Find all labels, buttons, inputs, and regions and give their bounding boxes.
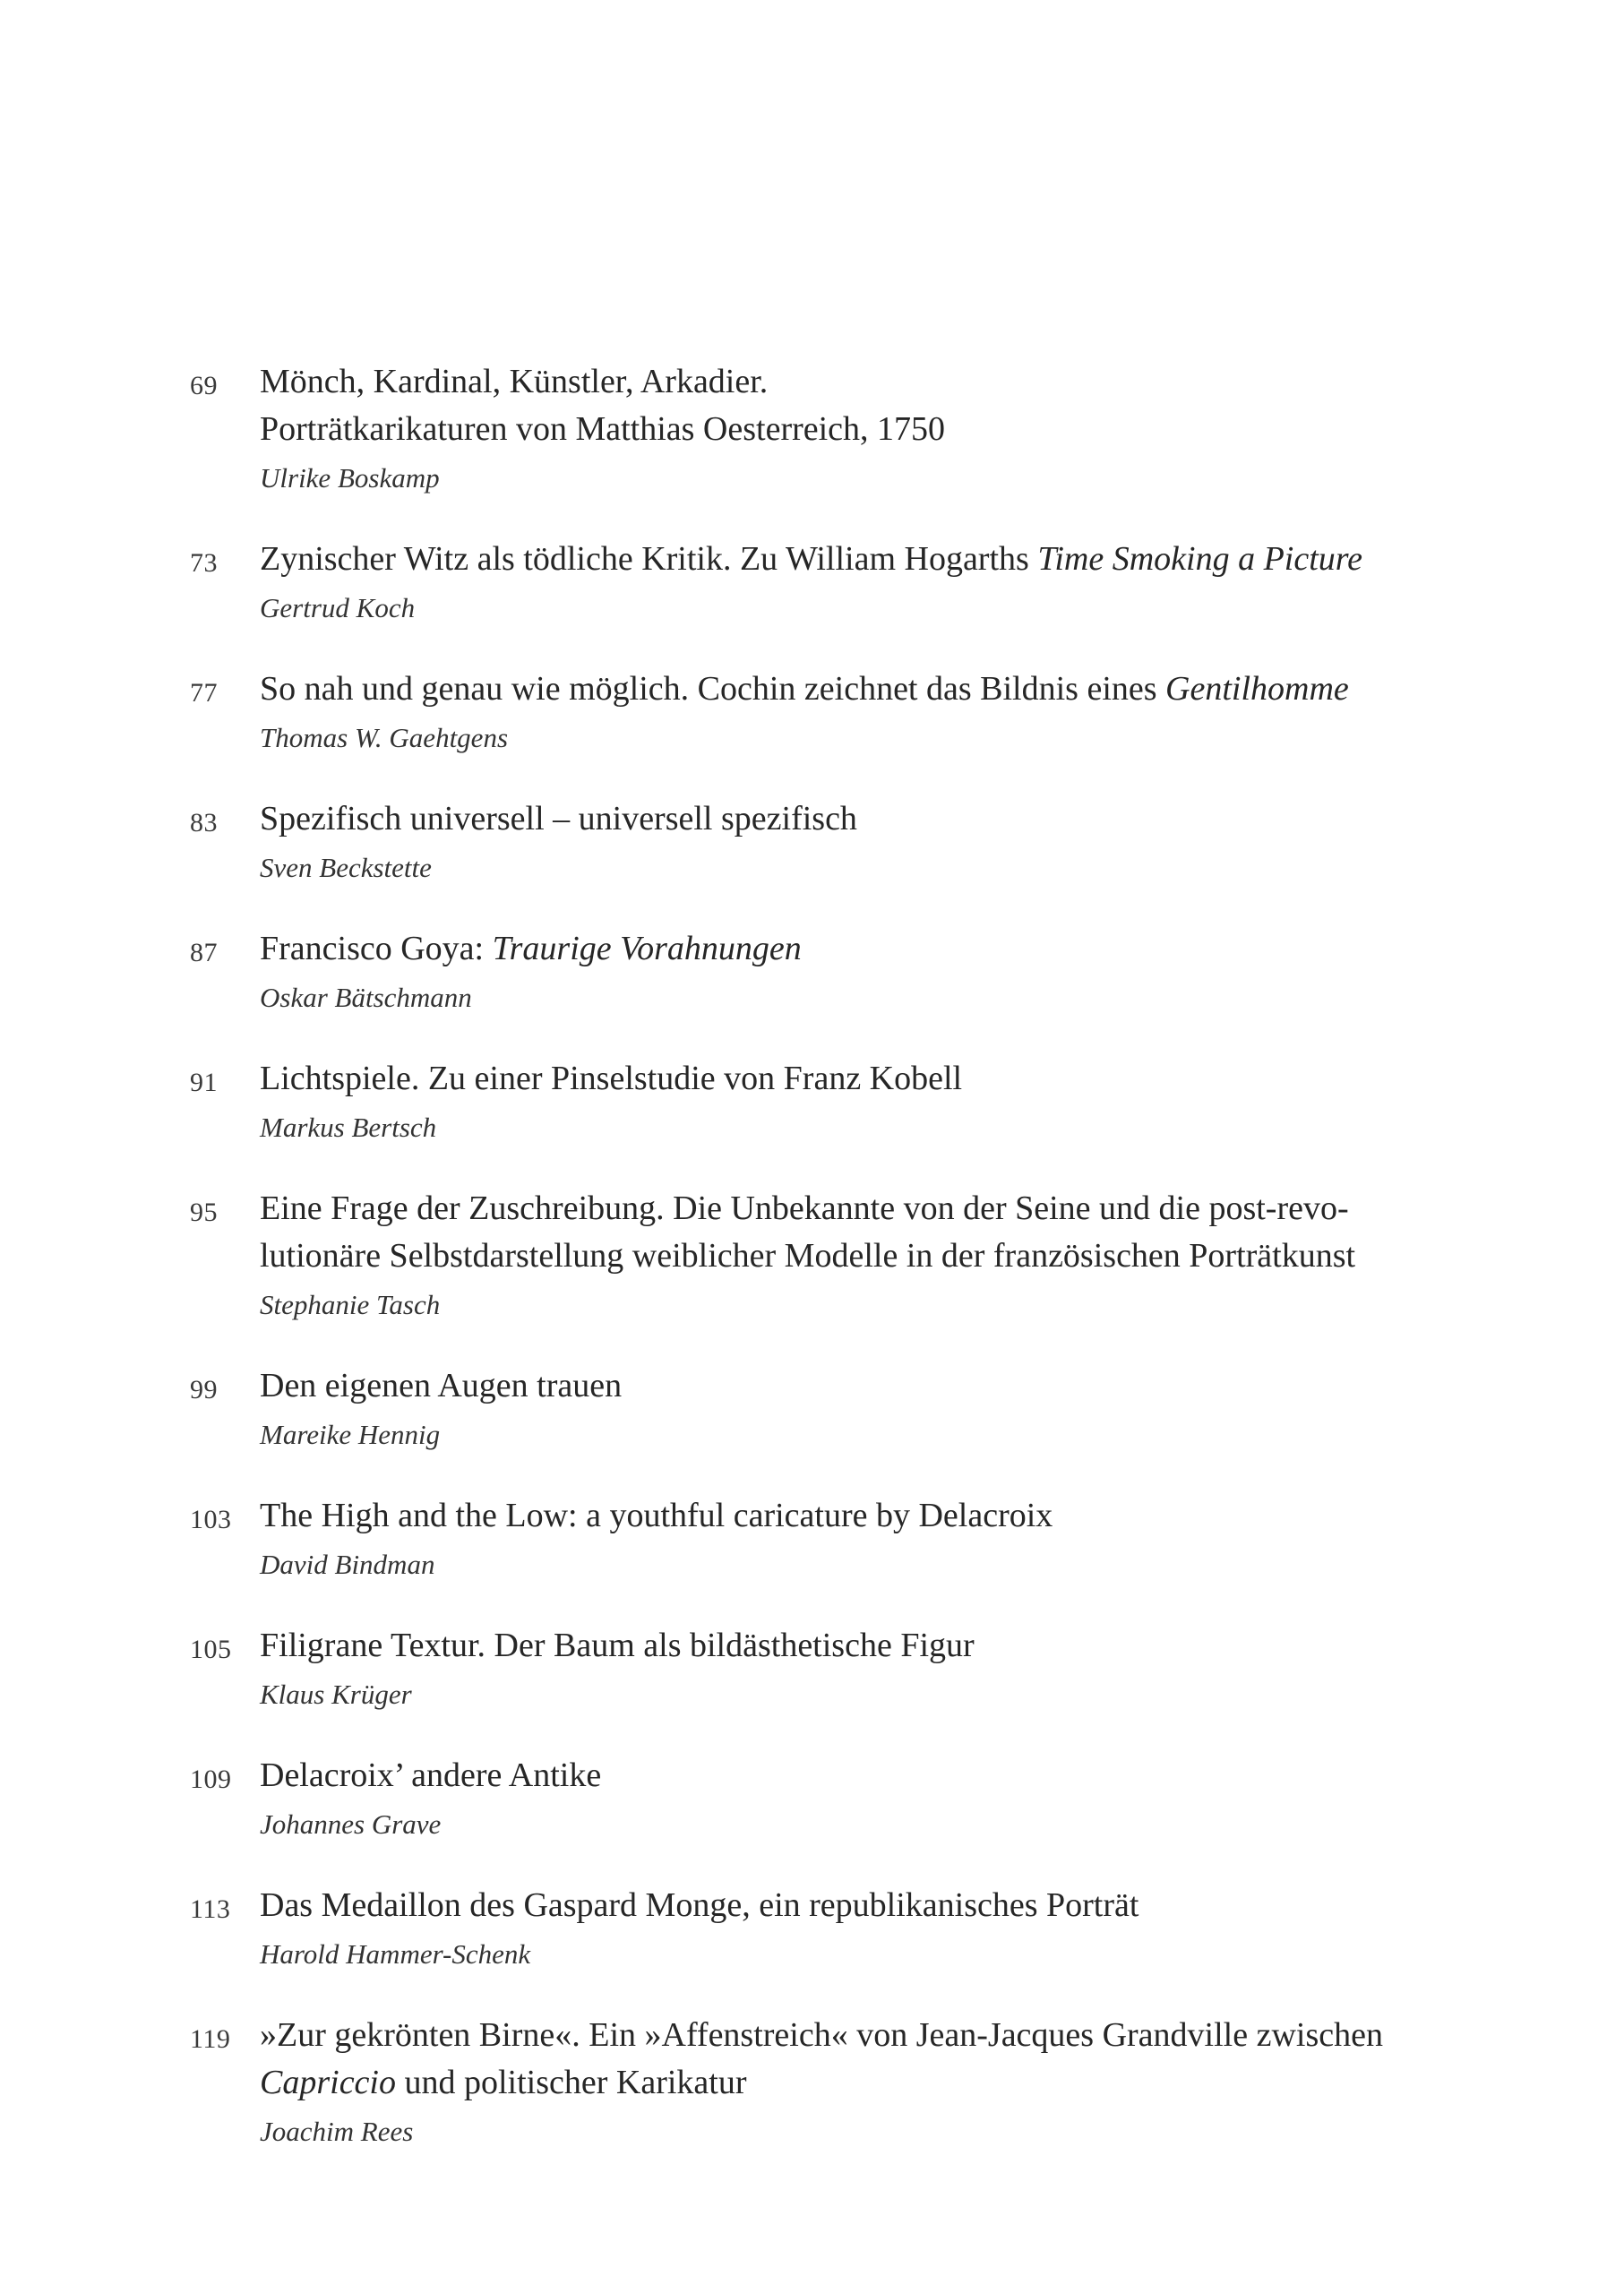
toc-author: David Bindman bbox=[260, 1549, 435, 1580]
toc-entry bbox=[0, 666, 1624, 760]
toc-title-line bbox=[260, 1055, 1424, 1103]
toc-page-number: 99 bbox=[190, 1375, 218, 1404]
toc-title-segment: Spezifisch universell – universell spezifisch bbox=[260, 800, 857, 837]
toc-author: Oskar Bätschmann bbox=[260, 982, 472, 1013]
toc-entry-content bbox=[260, 1185, 1424, 1327]
toc-title-segment: Eine Frage der Zuschreibung. Die Unbekannte von der Seine und die post-revo- bbox=[260, 1189, 1349, 1227]
toc-title-italic-segment: Time Smoking a Picture bbox=[1037, 540, 1363, 578]
toc-title-line bbox=[260, 406, 1424, 453]
toc-entry-content bbox=[260, 1055, 1424, 1149]
toc-author: Thomas W. Gaehtgens bbox=[260, 722, 509, 753]
toc-title-segment: Francisco Goya: bbox=[260, 930, 493, 967]
toc-title-segment: Den eigenen Augen trauen bbox=[260, 1367, 623, 1404]
toc-entry-content bbox=[260, 536, 1424, 630]
toc-entry bbox=[0, 1882, 1624, 1976]
toc-author: Mareike Hennig bbox=[260, 1419, 441, 1450]
toc-title-italic-segment: Traurige Vorahnungen bbox=[492, 930, 802, 967]
toc-entry bbox=[0, 358, 1624, 500]
toc-entry-content bbox=[260, 1362, 1424, 1456]
toc-page-number: 95 bbox=[190, 1198, 218, 1227]
toc-title-segment: Filigrane Textur. Der Baum als bildästhetische Figur bbox=[260, 1627, 975, 1664]
toc-author: Gertrud Koch bbox=[260, 592, 416, 623]
toc-title-segment: »Zur gekrönten Birne«. Ein »Affenstreich« von Jean-Jacques Grandville zwischen bbox=[260, 2016, 1383, 2054]
toc-title-italic-segment: Gentilhomme bbox=[1165, 670, 1349, 708]
toc-entry bbox=[0, 2012, 1624, 2153]
toc-page-number: 83 bbox=[190, 808, 218, 837]
toc-author: Johannes Grave bbox=[260, 1808, 442, 1840]
toc-title-italic-segment: Capriccio bbox=[260, 2064, 396, 2101]
toc-entry-content bbox=[260, 1882, 1424, 1976]
toc-entry-content bbox=[260, 2012, 1424, 2153]
toc-author: Ulrike Boskamp bbox=[260, 462, 440, 494]
toc-title-line bbox=[260, 666, 1424, 713]
toc-page-number: 77 bbox=[190, 678, 218, 708]
toc-title-line bbox=[260, 1185, 1424, 1232]
toc-entry-content bbox=[260, 1492, 1424, 1586]
toc-title-line bbox=[260, 358, 1424, 406]
toc-page-number: 87 bbox=[190, 938, 218, 967]
toc-title-segment: Delacroix’ andere Antike bbox=[260, 1756, 602, 1794]
toc-title-line bbox=[260, 925, 1424, 973]
toc-title-segment: lutionäre Selbstdarstellung weiblicher Modelle in der französischen Porträtkunst bbox=[260, 1237, 1356, 1275]
toc-title-segment: So nah und genau wie möglich. Cochin zeichnet das Bildnis eines bbox=[260, 670, 1166, 708]
toc-title-line bbox=[260, 1232, 1424, 1280]
toc-title-line bbox=[260, 2059, 1424, 2107]
toc-title-line bbox=[260, 1362, 1424, 1410]
toc-entry-content bbox=[260, 1622, 1424, 1716]
toc-entry bbox=[0, 1752, 1624, 1846]
toc-entry bbox=[0, 1622, 1624, 1716]
toc-page-number: 91 bbox=[190, 1068, 218, 1097]
toc-entry-content bbox=[260, 795, 1424, 889]
toc-page-number: 69 bbox=[190, 371, 218, 400]
toc-title-line bbox=[260, 1752, 1424, 1799]
toc-author: Harold Hammer-Schenk bbox=[260, 1938, 531, 1970]
toc-entry bbox=[0, 1185, 1624, 1327]
toc-entry-content bbox=[260, 358, 1424, 500]
toc-title-line bbox=[260, 1882, 1424, 1929]
toc-author: Joachim Rees bbox=[260, 2116, 414, 2147]
toc-entry-content bbox=[260, 925, 1424, 1019]
toc-author: Klaus Krüger bbox=[260, 1679, 412, 1710]
toc-page-number: 113 bbox=[190, 1894, 231, 1924]
table-of-contents bbox=[0, 358, 1624, 2189]
toc-title-segment: Das Medaillon des Gaspard Monge, ein republikanisches Porträt bbox=[260, 1886, 1139, 1924]
toc-page-number: 105 bbox=[190, 1635, 232, 1664]
toc-title-segment: Mönch, Kardinal, Künstler, Arkadier. bbox=[260, 363, 769, 400]
toc-title-line bbox=[260, 536, 1424, 583]
toc-title-line bbox=[260, 1622, 1424, 1670]
toc-title-segment: Lichtspiele. Zu einer Pinselstudie von Franz Kobell bbox=[260, 1060, 963, 1097]
toc-entry-content bbox=[260, 1752, 1424, 1846]
toc-title-segment: und politischer Karikatur bbox=[395, 2064, 747, 2101]
toc-title-segment: Zynischer Witz als tödliche Kritik. Zu William Hogarths bbox=[260, 540, 1038, 578]
toc-author: Sven Beckstette bbox=[260, 852, 432, 883]
toc-entry bbox=[0, 1362, 1624, 1456]
toc-page-number: 109 bbox=[190, 1765, 232, 1794]
toc-entry bbox=[0, 795, 1624, 889]
toc-page-number: 73 bbox=[190, 548, 218, 578]
toc-title-line bbox=[260, 2012, 1424, 2059]
toc-entry bbox=[0, 925, 1624, 1019]
toc-entry bbox=[0, 1492, 1624, 1586]
toc-page-number: 119 bbox=[190, 2024, 231, 2054]
toc-title-line bbox=[260, 1492, 1424, 1540]
toc-title-segment: Porträtkarikaturen von Matthias Oesterreich, 1750 bbox=[260, 410, 946, 448]
toc-title-segment: The High and the Low: a youthful caricature by Delacroix bbox=[260, 1497, 1053, 1534]
toc-title-line bbox=[260, 795, 1424, 843]
toc-author: Markus Bertsch bbox=[260, 1112, 437, 1143]
toc-entry bbox=[0, 536, 1624, 630]
toc-author: Stephanie Tasch bbox=[260, 1289, 441, 1320]
toc-page-number: 103 bbox=[190, 1505, 232, 1534]
toc-entry-content bbox=[260, 666, 1424, 760]
toc-entry bbox=[0, 1055, 1624, 1149]
